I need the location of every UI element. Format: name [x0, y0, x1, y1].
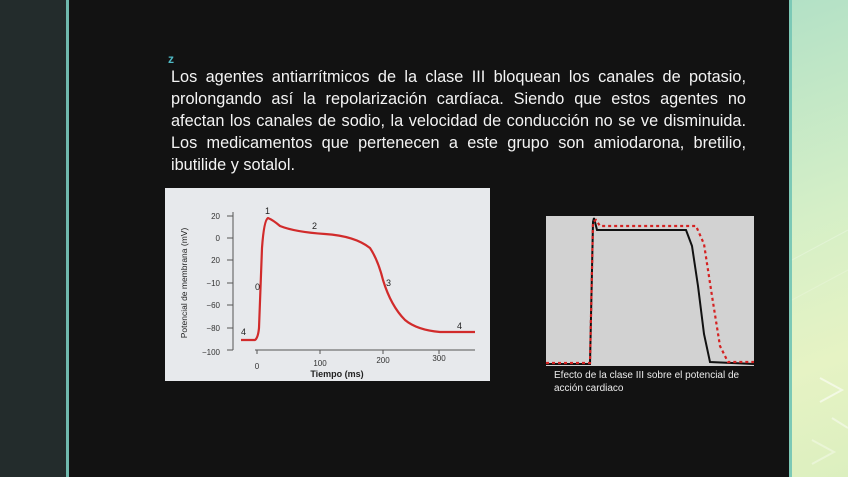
x-tick-label: 300: [432, 354, 446, 363]
phase-label: 2: [312, 221, 318, 231]
class-iii-effect-plot: [546, 216, 754, 366]
y-axis-label: Potencial de membrana (mV): [179, 227, 189, 339]
x-tick-label: 0: [254, 362, 260, 371]
phase-label: 3: [386, 278, 392, 288]
y-tick-label: 0: [215, 234, 220, 243]
action-potential-figure: [165, 188, 490, 381]
y-tick-label: −10: [206, 279, 220, 288]
y-tick-label: −60: [206, 301, 220, 310]
z-marker: z: [168, 52, 174, 66]
x-tick-label: 200: [376, 356, 390, 365]
left-sidebar-band: [0, 0, 66, 477]
phase-label: 4: [457, 321, 463, 331]
phase-label: 1: [265, 206, 271, 216]
action-potential-plot: [165, 188, 490, 381]
x-axis-label: Tiempo (ms): [310, 369, 364, 379]
y-tick-label: 20: [211, 212, 220, 221]
x-tick-label: 100: [313, 359, 327, 368]
right-decorative-panel: [792, 0, 848, 477]
class-iii-effect-figure: [546, 216, 754, 366]
decorative-chevrons: [792, 0, 848, 477]
y-tick-label: −80: [206, 324, 220, 333]
phase-label: 0: [255, 282, 261, 292]
figure-caption: Efecto de la clase III sobre el potencial de acción cardiaco: [554, 370, 740, 394]
phase-label: 4: [241, 327, 247, 337]
y-tick-label: 20: [211, 256, 220, 265]
body-paragraph: Los agentes antiarrítmicos de la clase III bloquean los canales de potasio, prolongando así la repolarización cardíaca. Siendo que estos agentes no afectan los canales de sodio, la velocidad de conducción no se ve disminuida. Los medicamentos que pertenecen a este grupo son amiodarona, bretilio, ibutilide y sotalol.: [171, 68, 746, 174]
y-tick-label: −100: [201, 348, 220, 357]
